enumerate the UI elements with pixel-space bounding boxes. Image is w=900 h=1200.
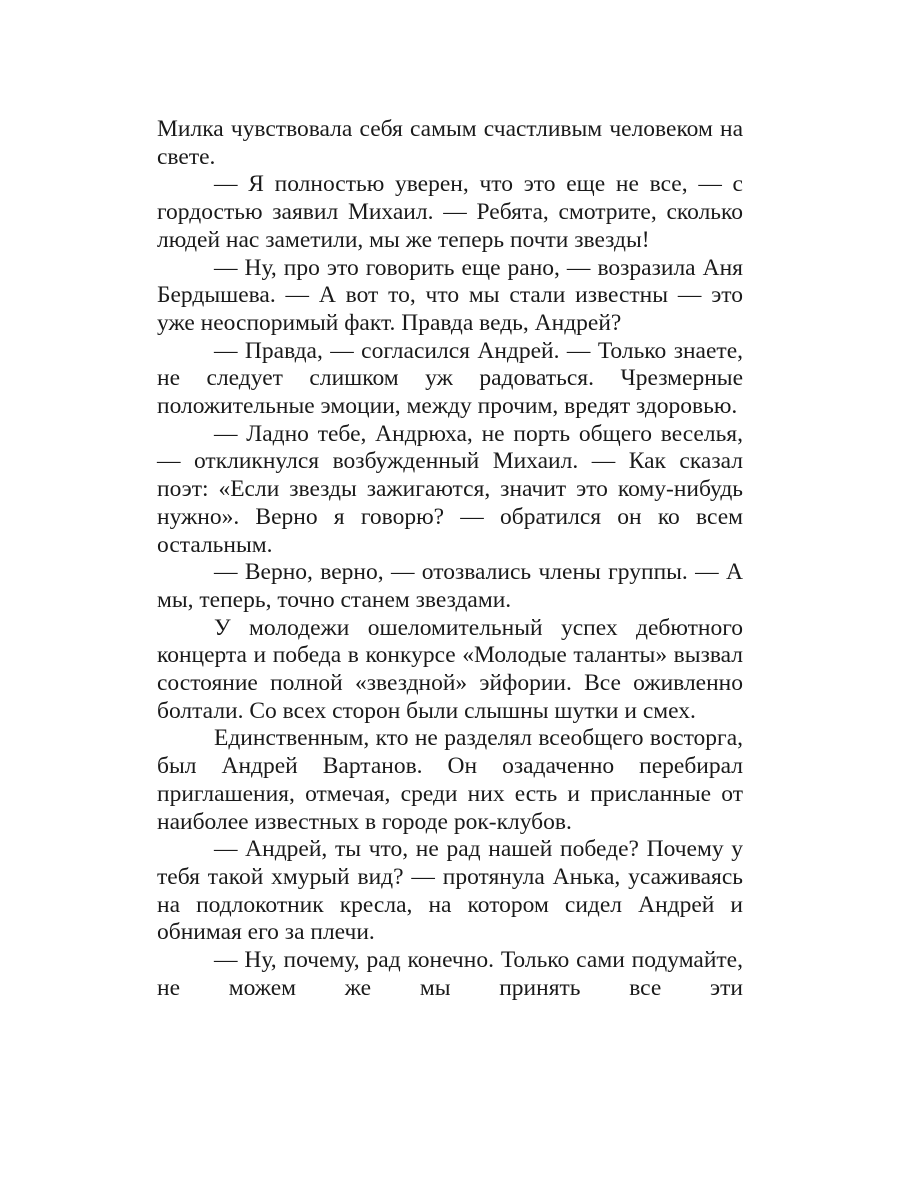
paragraph: — Я полностью уверен, что это еще не все, — с гордостью заявил Михаил. — Ребята, смотрите, сколько людей нас заметили, мы же теперь почти звезды! [157, 171, 743, 253]
paragraph: — Ладно тебе, Андрюха, не порть общего веселья, — откликнулся возбужденный Михаил. — Как сказал поэт: «Если звезды зажигаются, значит это кому-нибудь нужно». Верно я говорю? — обратился он ко всем остальным. [157, 420, 743, 558]
paragraph: У молодежи ошеломительный успех дебютного концерта и победа в конкурсе «Молодые таланты» вызвал состояние полной «звездной» эйфории. Все оживленно болтали. Со всех сторон были слышны шутки и смех. [157, 614, 743, 724]
paragraph: — Правда, — согласился Андрей. — Только знаете, не следует слишком уж радоваться. Чрезмерные положительные эмоции, между прочим, вредят здоровью. [157, 337, 743, 420]
paragraph: — Верно, верно, — отозвались члены группы. — А мы, теперь, точно станем звездами. [157, 559, 743, 613]
paragraph: — Ну, про это говорить еще рано, — возразила Аня Бердышева. — А вот то, что мы стали известны — это уже неоспоримый факт. Правда ведь, Андрей? [157, 254, 743, 336]
paragraph: Милка чувствовала себя самым счастливым человеком на свете. [157, 116, 743, 170]
paragraph: Единственным, кто не разделял всеобщего восторга, был Андрей Вартанов. Он озадаченно перебирал приглашения, отмечая, среди них есть и присланные от наиболее известных в городе рок-клубов. [157, 725, 743, 835]
page-text [157, 116, 743, 1003]
paragraph: — Андрей, ты что, не рад нашей победе? Почему у тебя такой хмурый вид? — протянула Анька, усаживаясь на подлокотник кресла, на котором сидел Андрей и обнимая его за плечи. [157, 836, 743, 946]
paragraph: — Ну, почему, рад конечно. Только сами подумайте, не можем же мы принять все эти [157, 947, 743, 1001]
